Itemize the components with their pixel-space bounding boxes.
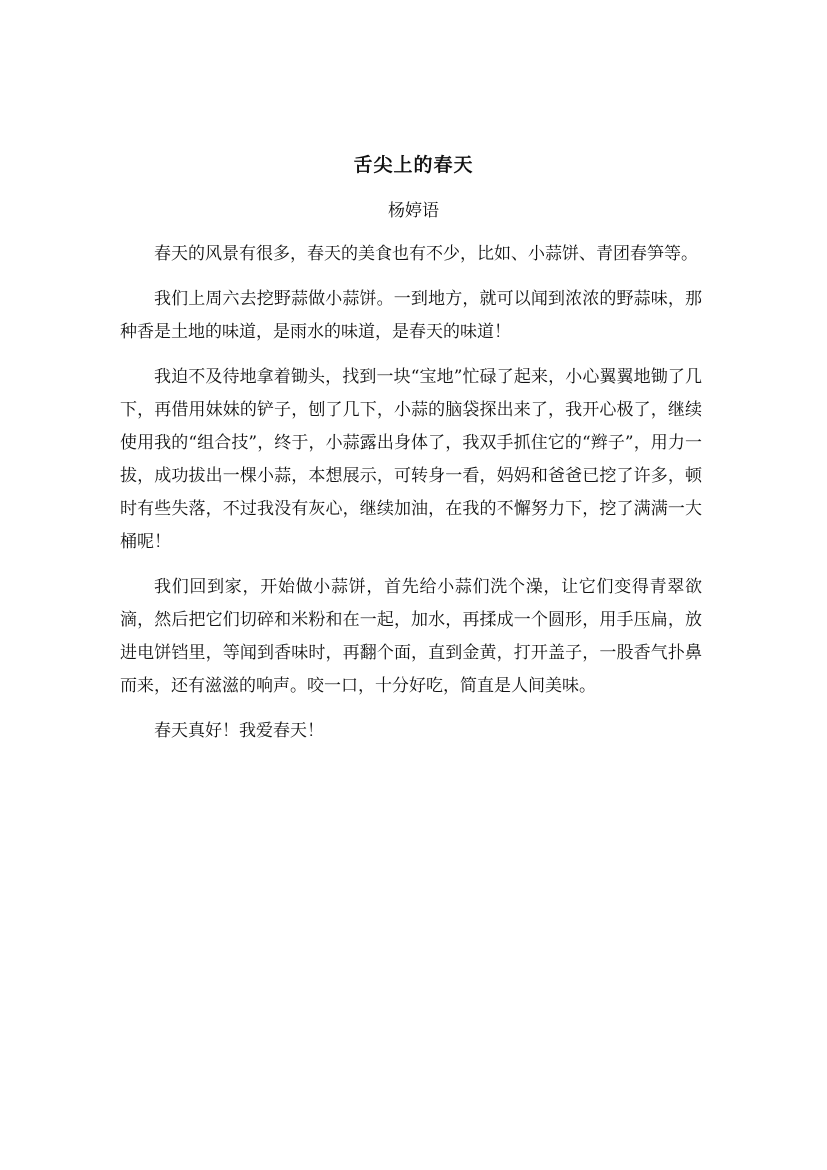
paragraph-4: 我们回到家，开始做小蒜饼，首先给小蒜们洗个澡，让它们变得青翠欲滴，然后把它们切碎和米粉和在一起，加水，再揉成一个圆形，用手压扁，放进电饼铛里，等闻到香味时，再翻个面，直到金黄，打开盖子，一股香气扑鼻而来，还有滋滋的响声。咬一口，十分好吃，简直是人间美味。	[120, 577, 702, 696]
paragraph-2: 我们上周六去挖野蒜做小蒜饼。一到地方，就可以闻到浓浓的野蒜味，那种香是土地的味道，是雨水的味道，是春天的味道！	[120, 289, 702, 342]
paragraph-5: 春天真好！我爱春天！	[154, 721, 324, 741]
document-body	[120, 238, 702, 760]
document-author: 杨婷语	[388, 201, 439, 221]
document-title: 舌尖上的春天	[353, 154, 474, 176]
paragraph-3: 我迫不及待地拿着锄头，找到一块“宝地”忙碌了起来，小心翼翼地锄了几下，再借用妹妹的铲子，刨了几下，小蒜的脑袋探出来了，我开心极了，继续使用我的“组合技”，终于，小蒜露出身体了，我双手抓住它的“辫子”，用力一拔，成功拔出一棵小蒜，本想展示，可转身一看，妈妈和爸爸已挖了许多，顿时有些失落，不过我没有灰心，继续加油，在我的不懈努力下，挖了满满一大桶呢！	[120, 367, 702, 552]
paragraph-1: 春天的风景有很多，春天的美食也有不少，比如、小蒜饼、青团春笋等。	[154, 244, 698, 264]
